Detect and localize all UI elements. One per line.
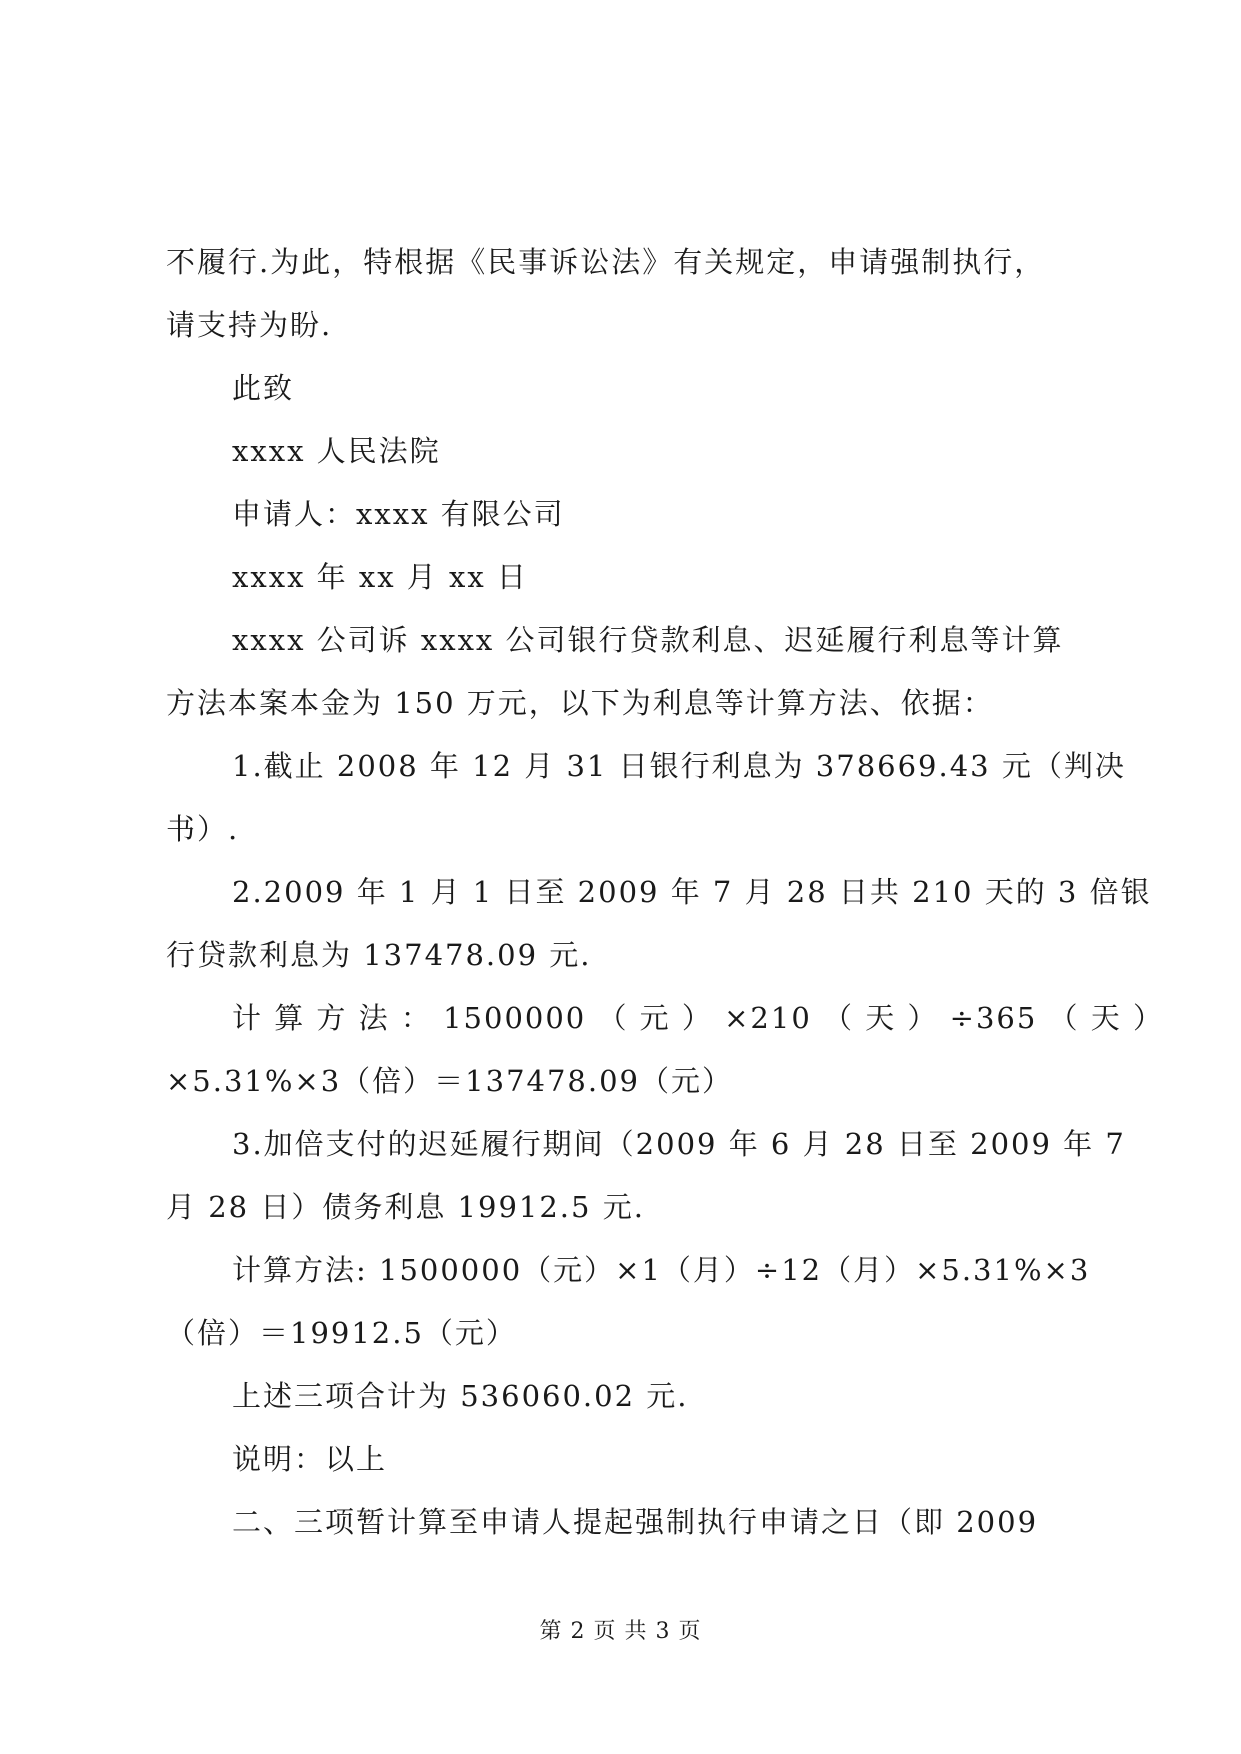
total-line: 上述三项合计为 536060.02 元. <box>232 1379 689 1413</box>
note-line: 说明：以上 <box>232 1442 388 1476</box>
item-1-line: 1.截止 2008 年 12 月 31 日银行利息为 378669.43 元（判决 <box>232 749 1126 783</box>
text-line: 书）. <box>166 812 240 846</box>
calculation-line: 计算方法: 1500000（元）×1（月）÷12（月）×5.31%×3 <box>232 1253 1091 1287</box>
applicant-line: 申请人：xxxx 有限公司 <box>232 497 565 531</box>
text-line: 方法本案本金为 150 万元，以下为利息等计算方法、依据： <box>166 686 994 720</box>
text-line: 行贷款利息为 137478.09 元. <box>166 938 592 972</box>
document-body <box>166 231 1164 1554</box>
item-3-line: 3.加倍支付的迟延履行期间（2009 年 6 月 28 日至 2009 年 7 <box>232 1127 1126 1161</box>
text-line: xxxx 公司诉 xxxx 公司银行贷款利息、迟延履行利息等计算 <box>232 623 1064 657</box>
text-line: 请支持为盼. <box>166 308 333 342</box>
date-line: xxxx 年 xx 月 xx 日 <box>232 560 528 594</box>
calculation-line: （倍）＝19912.5（元） <box>166 1316 517 1350</box>
page-number-footer: 第 2 页 共 3 页 <box>539 1619 702 1644</box>
court-name-line: xxxx 人民法院 <box>232 434 441 468</box>
text-line: 不履行.为此，特根据《民事诉讼法》有关规定，申请强制执行， <box>166 245 1046 279</box>
text-line: 二、三项暂计算至申请人提起强制执行申请之日（即 2009 <box>232 1505 1039 1539</box>
calculation-line: ×5.31%×3（倍）＝137478.09（元） <box>166 1064 733 1098</box>
text-line: 月 28 日）债务利息 19912.5 元. <box>166 1190 645 1224</box>
item-2-line: 2.2009 年 1 月 1 日至 2009 年 7 月 28 日共 210 天的 3 倍银 <box>232 875 1152 909</box>
calculation-line: 计 算 方 法 ： 1500000 （ 元 ） ×210 （ 天 ） ÷365 （ 天 ） <box>232 1001 1164 1035</box>
salutation-line: 此致 <box>232 371 295 405</box>
